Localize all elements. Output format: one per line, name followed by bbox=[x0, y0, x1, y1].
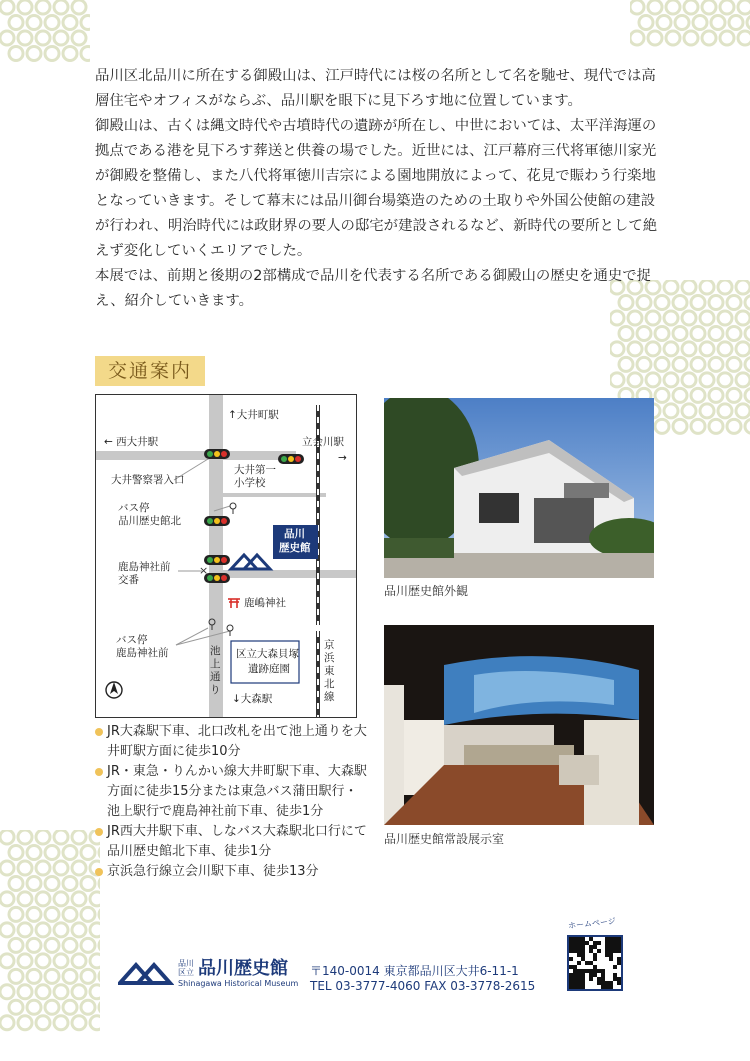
north-arrow-icon bbox=[106, 682, 122, 698]
tel-fax: TEL 03-3777-4060 FAX 03-3778-2615 bbox=[310, 979, 536, 993]
map-label-shrine: 鹿嶋神社 bbox=[244, 597, 286, 609]
access-heading: 交通案内 bbox=[95, 356, 205, 386]
list-item: 京浜急行線立会川駅下車、徒歩13分 bbox=[95, 862, 370, 882]
qr-code[interactable] bbox=[567, 935, 623, 991]
traffic-light-icon bbox=[204, 516, 230, 526]
map-label-school-1: 大井第一 bbox=[234, 464, 276, 476]
cross-road-north bbox=[96, 451, 296, 460]
map-label-bus-south-2: 鹿島神社前 bbox=[116, 647, 169, 659]
exhibit-caption: 品川歴史館常設展示室 bbox=[384, 832, 505, 846]
intro-paragraph: 本展では、前期と後期の2部構成で品川を代表する名所である御殿山の歴史を通史で捉え、紹介していきます。 bbox=[95, 268, 652, 309]
map-label-museum-1: 品川 bbox=[284, 528, 305, 540]
list-item: JR・東急・りんかい線大井町駅下車、大森駅方面に徒歩15分または東急バス蒲田駅行・池上駅行で鹿島神社前下車、徒歩1分 bbox=[95, 762, 370, 822]
bus-stop-icon bbox=[230, 503, 236, 514]
traffic-light-icon bbox=[278, 454, 304, 464]
access-map bbox=[95, 394, 357, 718]
map-label-bus-north-1: バス停 bbox=[118, 502, 150, 514]
org-name-en: Shinagawa Historical Museum bbox=[178, 979, 299, 988]
map-label-tachiaigawa-arrow: → bbox=[338, 452, 347, 464]
map-label-bus-south-1: バス停 bbox=[116, 634, 148, 646]
map-label-bus-north-2: 品川歴史館北 bbox=[118, 515, 181, 527]
map-label-omori: ↓大森駅 bbox=[232, 693, 273, 705]
exterior-caption: 品川歴史館外観 bbox=[384, 584, 469, 598]
map-label-oimachi: ↑大井町駅 bbox=[228, 409, 279, 421]
traffic-light-icon bbox=[204, 449, 230, 459]
map-label-tachiaigawa: 立会川駅 bbox=[302, 436, 344, 448]
qr-code-icon bbox=[569, 937, 621, 989]
list-item: JR大森駅下車、北口改札を出て池上通りを大井町駅方面に徒歩10分 bbox=[95, 722, 370, 762]
intro-text bbox=[95, 64, 665, 314]
map-label-koban-1: 鹿島神社前 bbox=[118, 561, 171, 573]
map-label-garden-1: 区立大森貝塚 bbox=[236, 648, 299, 660]
org-name: 品川歴史館 bbox=[198, 958, 288, 979]
exhibit-photo bbox=[384, 625, 654, 825]
intro-paragraph: 品川区北品川に所在する御殿山は、江戸時代には桜の名所として名を馳せ、現代では高層住宅やオフィスがならぶ、品川駅を眼下に見下ろす地に位置しています。 bbox=[95, 68, 656, 109]
museum-logo-icon bbox=[231, 555, 270, 569]
map-label-koban-2: 交番 bbox=[118, 574, 139, 586]
bus-stop-icon bbox=[227, 625, 233, 636]
map-label-museum-2: 歴史館 bbox=[279, 542, 311, 554]
museum-logo bbox=[118, 955, 174, 989]
map-label-garden-2: 遺跡庭園 bbox=[248, 663, 290, 675]
homepage-label: ホームページ bbox=[567, 916, 617, 931]
address: 〒140-0014 東京都品川区大井6-11-1 bbox=[310, 964, 519, 978]
org-prefix: 品川区立 bbox=[178, 959, 194, 977]
pattern-top-left bbox=[0, 0, 90, 70]
list-item: JR西大井駅下車、しなバス大森駅北口行にて品川歴史館北下車、徒歩1分 bbox=[95, 822, 370, 862]
svg-text:×: × bbox=[199, 564, 209, 577]
pattern-top-right bbox=[630, 0, 750, 60]
directions-list bbox=[95, 722, 370, 882]
torii-icon bbox=[228, 599, 240, 608]
map-label-school-2: 小学校 bbox=[234, 477, 266, 489]
map-label-ikegami: 池 上 通 り bbox=[210, 645, 221, 696]
map-label-police: 大井警察署入口 bbox=[111, 474, 185, 486]
map-label-keihin: 京 浜 東 北 線 bbox=[324, 639, 335, 703]
intro-paragraph: 御殿山は、古くは縄文時代や古墳時代の遺跡が所在し、中世においては、太平洋海運の拠点である港を見下ろす葬送と供養の場でした。近世には、江戸幕府三代将軍徳川家光が御殿を整備し、また八代将軍徳川吉宗による園地開放によって、花見で賑わう行楽地となっていきます。そして幕末には品川御台場築造のための土取りや外国公使館の建設が行われ、明治時代には政財界の要人の邸宅が建設されるなど、新時代の要所として絶えず変化していくエリアでした。 bbox=[95, 118, 658, 259]
cross-road-south bbox=[223, 570, 356, 578]
pattern-bottom-left bbox=[0, 830, 100, 1061]
exterior-photo bbox=[384, 398, 654, 578]
map-label-nishi-oi: ← 西大井駅 bbox=[104, 436, 159, 448]
